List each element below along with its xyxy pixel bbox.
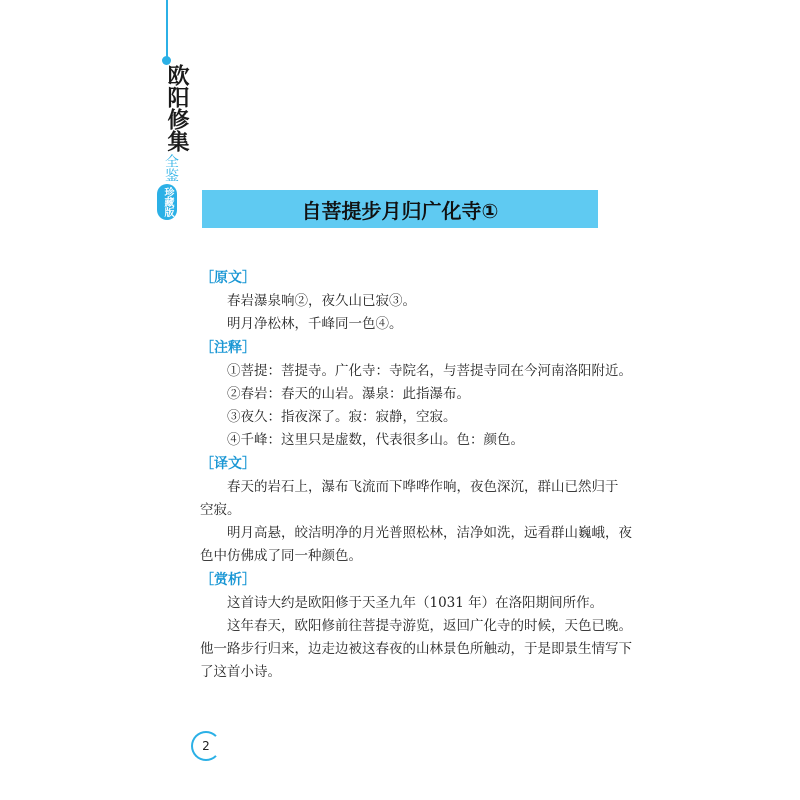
appreciation-line: 他一路步行归来，边走边被这春夜的山林景色所触动，于是即景生情写下	[200, 641, 632, 657]
note-line: ①菩提：菩提寺。广化寺：寺院名，与菩提寺同在今河南洛阳附近。	[227, 363, 632, 379]
note-line: ②春岩：春天的山岩。瀑泉：此指瀑布。	[227, 386, 470, 402]
original-heading: ［原文］	[200, 270, 256, 286]
appreciation-line: 了这首小诗。	[200, 664, 281, 680]
book-title: 欧阳修集	[164, 64, 189, 152]
original-line: 明月净松林，千峰同一色④。	[227, 316, 403, 332]
content	[200, 266, 632, 684]
page-number	[191, 731, 221, 761]
note-line: ③夜久：指夜深了。寂：寂静，空寂。	[227, 409, 457, 425]
title-bar	[202, 190, 598, 228]
original-line: 春岩瀑泉响②，夜久山已寂③。	[227, 293, 416, 309]
translation-line: 空寂。	[200, 502, 241, 518]
book-subtitle: 全鉴	[163, 154, 179, 182]
translation-heading: ［译文］	[200, 456, 256, 472]
side-decoration-line	[166, 0, 168, 58]
appreciation-heading: ［赏析］	[200, 572, 256, 588]
translation-line: 春天的岩石上，瀑布飞流而下哗哗作响，夜色深沉，群山已然归于	[227, 479, 619, 495]
translation-line: 色中仿佛成了同一种颜色。	[200, 548, 362, 564]
page-number-text: 2	[202, 739, 210, 753]
edition-badge: 珍藏版	[157, 184, 177, 220]
notes-heading: ［注释］	[200, 340, 256, 356]
appreciation-line: 这首诗大约是欧阳修于天圣九年（1031 年）在洛阳期间所作。	[227, 595, 604, 611]
translation-line: 明月高悬，皎洁明净的月光普照松林，洁净如洗，远看群山巍峨，夜	[227, 525, 632, 541]
note-line: ④千峰：这里只是虚数，代表很多山。色：颜色。	[227, 432, 524, 448]
poem-title: 自菩提步月归广化寺①	[301, 198, 499, 223]
appreciation-line: 这年春天，欧阳修前往菩提寺游览，返回广化寺的时候，天色已晚。	[227, 618, 632, 634]
